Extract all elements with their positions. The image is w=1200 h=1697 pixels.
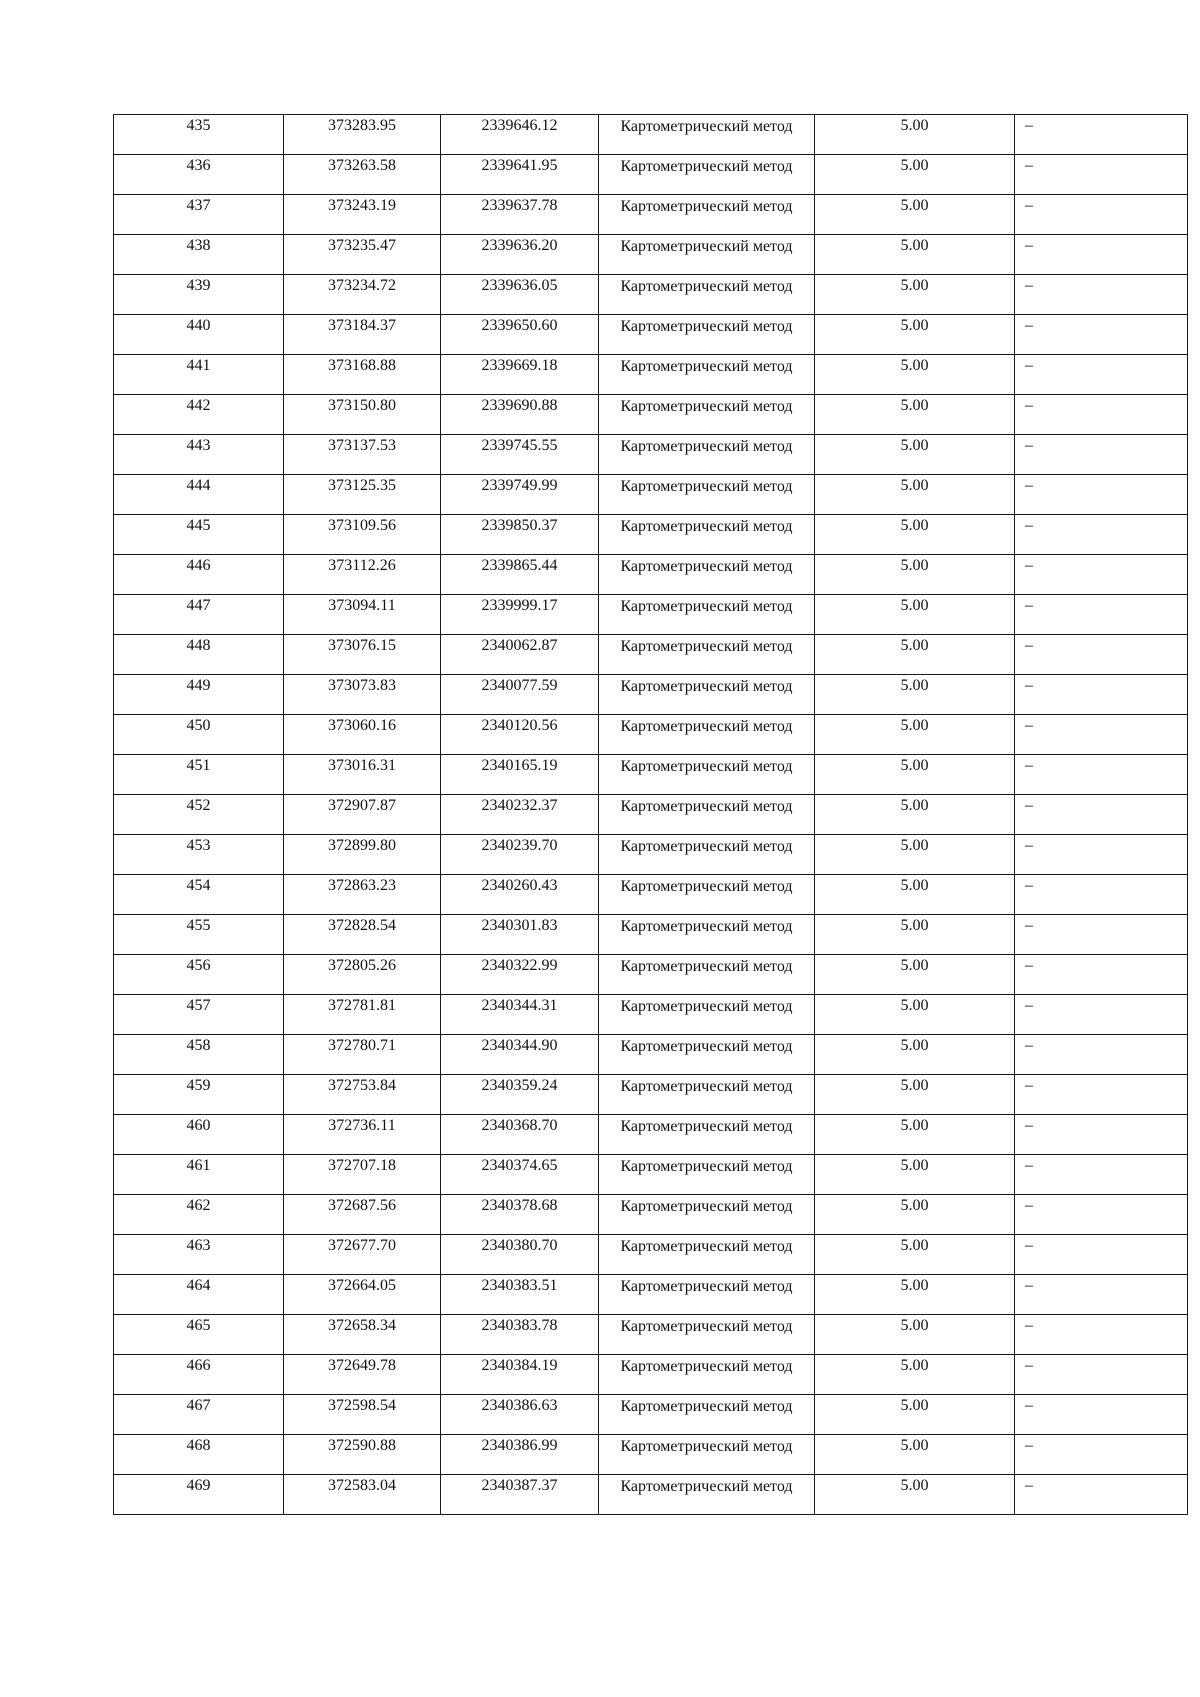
accuracy-cell: 5.00	[815, 475, 1015, 515]
point-number-cell: 435	[114, 115, 284, 155]
note-cell: –	[1015, 355, 1188, 395]
note-cell: –	[1015, 195, 1188, 235]
y-coordinate-cell: 2339749.99	[441, 475, 599, 515]
table-row	[114, 1435, 1188, 1475]
table-row	[114, 275, 1188, 315]
y-coordinate-cell: 2340322.99	[441, 955, 599, 995]
note-cell: –	[1015, 1475, 1188, 1515]
x-coordinate-cell: 372583.04	[284, 1475, 441, 1515]
method-cell: Картометрический метод	[599, 435, 815, 475]
table-row	[114, 955, 1188, 995]
x-coordinate-cell: 372687.56	[284, 1195, 441, 1235]
x-coordinate-cell: 373283.95	[284, 115, 441, 155]
table-row	[114, 635, 1188, 675]
y-coordinate-cell: 2340383.51	[441, 1275, 599, 1315]
table-row	[114, 1475, 1188, 1515]
y-coordinate-cell: 2340062.87	[441, 635, 599, 675]
point-number-cell: 456	[114, 955, 284, 995]
x-coordinate-cell: 372707.18	[284, 1155, 441, 1195]
accuracy-cell: 5.00	[815, 875, 1015, 915]
accuracy-cell: 5.00	[815, 515, 1015, 555]
table-row	[114, 1315, 1188, 1355]
accuracy-cell: 5.00	[815, 435, 1015, 475]
point-number-cell: 451	[114, 755, 284, 795]
method-cell: Картометрический метод	[599, 1075, 815, 1115]
note-cell: –	[1015, 755, 1188, 795]
point-number-cell: 441	[114, 355, 284, 395]
note-cell: –	[1015, 1035, 1188, 1075]
note-cell: –	[1015, 235, 1188, 275]
y-coordinate-cell: 2339999.17	[441, 595, 599, 635]
point-number-cell: 469	[114, 1475, 284, 1515]
y-coordinate-cell: 2340232.37	[441, 795, 599, 835]
x-coordinate-cell: 373234.72	[284, 275, 441, 315]
method-cell: Картометрический метод	[599, 395, 815, 435]
note-cell: –	[1015, 955, 1188, 995]
note-cell: –	[1015, 1355, 1188, 1395]
method-cell: Картометрический метод	[599, 1235, 815, 1275]
table-row	[114, 155, 1188, 195]
accuracy-cell: 5.00	[815, 1075, 1015, 1115]
x-coordinate-cell: 373243.19	[284, 195, 441, 235]
accuracy-cell: 5.00	[815, 1355, 1015, 1395]
table-row	[114, 555, 1188, 595]
accuracy-cell: 5.00	[815, 555, 1015, 595]
table-row	[114, 1275, 1188, 1315]
point-number-cell: 467	[114, 1395, 284, 1435]
point-number-cell: 468	[114, 1435, 284, 1475]
x-coordinate-cell: 372753.84	[284, 1075, 441, 1115]
note-cell: –	[1015, 475, 1188, 515]
note-cell: –	[1015, 155, 1188, 195]
point-number-cell: 462	[114, 1195, 284, 1235]
x-coordinate-cell: 372677.70	[284, 1235, 441, 1275]
accuracy-cell: 5.00	[815, 675, 1015, 715]
method-cell: Картометрический метод	[599, 835, 815, 875]
point-number-cell: 439	[114, 275, 284, 315]
method-cell: Картометрический метод	[599, 635, 815, 675]
accuracy-cell: 5.00	[815, 1275, 1015, 1315]
table-row	[114, 1395, 1188, 1435]
y-coordinate-cell: 2340359.24	[441, 1075, 599, 1115]
point-number-cell: 459	[114, 1075, 284, 1115]
x-coordinate-cell: 372863.23	[284, 875, 441, 915]
method-cell: Картометрический метод	[599, 555, 815, 595]
x-coordinate-cell: 372598.54	[284, 1395, 441, 1435]
method-cell: Картометрический метод	[599, 195, 815, 235]
note-cell: –	[1015, 1315, 1188, 1355]
note-cell: –	[1015, 1155, 1188, 1195]
method-cell: Картометрический метод	[599, 795, 815, 835]
note-cell: –	[1015, 675, 1188, 715]
note-cell: –	[1015, 915, 1188, 955]
coordinates-table-body	[114, 115, 1188, 1515]
y-coordinate-cell: 2339637.78	[441, 195, 599, 235]
accuracy-cell: 5.00	[815, 595, 1015, 635]
x-coordinate-cell: 373168.88	[284, 355, 441, 395]
y-coordinate-cell: 2340120.56	[441, 715, 599, 755]
table-row	[114, 1155, 1188, 1195]
method-cell: Картометрический метод	[599, 755, 815, 795]
method-cell: Картометрический метод	[599, 315, 815, 355]
table-row	[114, 1195, 1188, 1235]
method-cell: Картометрический метод	[599, 515, 815, 555]
point-number-cell: 464	[114, 1275, 284, 1315]
method-cell: Картометрический метод	[599, 1355, 815, 1395]
accuracy-cell: 5.00	[815, 755, 1015, 795]
accuracy-cell: 5.00	[815, 795, 1015, 835]
method-cell: Картометрический метод	[599, 1395, 815, 1435]
x-coordinate-cell: 373016.31	[284, 755, 441, 795]
method-cell: Картометрический метод	[599, 675, 815, 715]
point-number-cell: 461	[114, 1155, 284, 1195]
method-cell: Картометрический метод	[599, 1315, 815, 1355]
note-cell: –	[1015, 835, 1188, 875]
x-coordinate-cell: 373094.11	[284, 595, 441, 635]
x-coordinate-cell: 372828.54	[284, 915, 441, 955]
note-cell: –	[1015, 435, 1188, 475]
point-number-cell: 438	[114, 235, 284, 275]
accuracy-cell: 5.00	[815, 1235, 1015, 1275]
method-cell: Картометрический метод	[599, 595, 815, 635]
note-cell: –	[1015, 395, 1188, 435]
table-row	[114, 715, 1188, 755]
y-coordinate-cell: 2339669.18	[441, 355, 599, 395]
table-row	[114, 875, 1188, 915]
table-row	[114, 315, 1188, 355]
note-cell: –	[1015, 1075, 1188, 1115]
method-cell: Картометрический метод	[599, 1435, 815, 1475]
method-cell: Картометрический метод	[599, 715, 815, 755]
point-number-cell: 436	[114, 155, 284, 195]
accuracy-cell: 5.00	[815, 995, 1015, 1035]
y-coordinate-cell: 2339745.55	[441, 435, 599, 475]
y-coordinate-cell: 2340301.83	[441, 915, 599, 955]
note-cell: –	[1015, 995, 1188, 1035]
accuracy-cell: 5.00	[815, 275, 1015, 315]
x-coordinate-cell: 372664.05	[284, 1275, 441, 1315]
method-cell: Картометрический метод	[599, 915, 815, 955]
y-coordinate-cell: 2340380.70	[441, 1235, 599, 1275]
table-row	[114, 595, 1188, 635]
x-coordinate-cell: 372590.88	[284, 1435, 441, 1475]
x-coordinate-cell: 373112.26	[284, 555, 441, 595]
point-number-cell: 465	[114, 1315, 284, 1355]
method-cell: Картометрический метод	[599, 235, 815, 275]
method-cell: Картометрический метод	[599, 1275, 815, 1315]
y-coordinate-cell: 2340378.68	[441, 1195, 599, 1235]
accuracy-cell: 5.00	[815, 915, 1015, 955]
x-coordinate-cell: 372658.34	[284, 1315, 441, 1355]
note-cell: –	[1015, 275, 1188, 315]
accuracy-cell: 5.00	[815, 1155, 1015, 1195]
point-number-cell: 466	[114, 1355, 284, 1395]
note-cell: –	[1015, 1115, 1188, 1155]
x-coordinate-cell: 373109.56	[284, 515, 441, 555]
accuracy-cell: 5.00	[815, 835, 1015, 875]
y-coordinate-cell: 2340239.70	[441, 835, 599, 875]
note-cell: –	[1015, 115, 1188, 155]
table-row	[114, 795, 1188, 835]
point-number-cell: 455	[114, 915, 284, 955]
method-cell: Картометрический метод	[599, 275, 815, 315]
x-coordinate-cell: 372781.81	[284, 995, 441, 1035]
point-number-cell: 446	[114, 555, 284, 595]
note-cell: –	[1015, 315, 1188, 355]
y-coordinate-cell: 2339636.05	[441, 275, 599, 315]
x-coordinate-cell: 372649.78	[284, 1355, 441, 1395]
note-cell: –	[1015, 595, 1188, 635]
x-coordinate-cell: 372780.71	[284, 1035, 441, 1075]
point-number-cell: 447	[114, 595, 284, 635]
method-cell: Картометрический метод	[599, 1035, 815, 1075]
accuracy-cell: 5.00	[815, 235, 1015, 275]
table-row	[114, 1075, 1188, 1115]
x-coordinate-cell: 373263.58	[284, 155, 441, 195]
point-number-cell: 448	[114, 635, 284, 675]
y-coordinate-cell: 2340344.90	[441, 1035, 599, 1075]
table-row	[114, 1355, 1188, 1395]
y-coordinate-cell: 2340386.99	[441, 1435, 599, 1475]
accuracy-cell: 5.00	[815, 155, 1015, 195]
table-row	[114, 755, 1188, 795]
point-number-cell: 452	[114, 795, 284, 835]
point-number-cell: 458	[114, 1035, 284, 1075]
method-cell: Картометрический метод	[599, 1195, 815, 1235]
note-cell: –	[1015, 795, 1188, 835]
y-coordinate-cell: 2340344.31	[441, 995, 599, 1035]
note-cell: –	[1015, 1435, 1188, 1475]
method-cell: Картометрический метод	[599, 1115, 815, 1155]
note-cell: –	[1015, 1235, 1188, 1275]
y-coordinate-cell: 2340386.63	[441, 1395, 599, 1435]
accuracy-cell: 5.00	[815, 355, 1015, 395]
accuracy-cell: 5.00	[815, 955, 1015, 995]
point-number-cell: 440	[114, 315, 284, 355]
point-number-cell: 460	[114, 1115, 284, 1155]
accuracy-cell: 5.00	[815, 395, 1015, 435]
x-coordinate-cell: 372899.80	[284, 835, 441, 875]
table-row	[114, 435, 1188, 475]
method-cell: Картометрический метод	[599, 1155, 815, 1195]
y-coordinate-cell: 2340374.65	[441, 1155, 599, 1195]
x-coordinate-cell: 372805.26	[284, 955, 441, 995]
y-coordinate-cell: 2339641.95	[441, 155, 599, 195]
accuracy-cell: 5.00	[815, 315, 1015, 355]
x-coordinate-cell: 373137.53	[284, 435, 441, 475]
x-coordinate-cell: 373125.35	[284, 475, 441, 515]
point-number-cell: 457	[114, 995, 284, 1035]
method-cell: Картометрический метод	[599, 875, 815, 915]
point-number-cell: 449	[114, 675, 284, 715]
note-cell: –	[1015, 1275, 1188, 1315]
accuracy-cell: 5.00	[815, 115, 1015, 155]
table-row	[114, 235, 1188, 275]
x-coordinate-cell: 372907.87	[284, 795, 441, 835]
note-cell: –	[1015, 715, 1188, 755]
y-coordinate-cell: 2340165.19	[441, 755, 599, 795]
table-row	[114, 1235, 1188, 1275]
x-coordinate-cell: 373060.16	[284, 715, 441, 755]
y-coordinate-cell: 2340383.78	[441, 1315, 599, 1355]
x-coordinate-cell: 373076.15	[284, 635, 441, 675]
accuracy-cell: 5.00	[815, 1395, 1015, 1435]
method-cell: Картометрический метод	[599, 475, 815, 515]
table-row	[114, 115, 1188, 155]
method-cell: Картометрический метод	[599, 115, 815, 155]
table-row	[114, 915, 1188, 955]
note-cell: –	[1015, 1195, 1188, 1235]
table-row	[114, 835, 1188, 875]
method-cell: Картометрический метод	[599, 955, 815, 995]
y-coordinate-cell: 2340077.59	[441, 675, 599, 715]
point-number-cell: 444	[114, 475, 284, 515]
y-coordinate-cell: 2339690.88	[441, 395, 599, 435]
table-row	[114, 395, 1188, 435]
point-number-cell: 450	[114, 715, 284, 755]
table-row	[114, 1035, 1188, 1075]
point-number-cell: 445	[114, 515, 284, 555]
x-coordinate-cell: 373184.37	[284, 315, 441, 355]
point-number-cell: 453	[114, 835, 284, 875]
point-number-cell: 442	[114, 395, 284, 435]
accuracy-cell: 5.00	[815, 1435, 1015, 1475]
table-row	[114, 675, 1188, 715]
point-number-cell: 443	[114, 435, 284, 475]
y-coordinate-cell: 2339850.37	[441, 515, 599, 555]
y-coordinate-cell: 2339636.20	[441, 235, 599, 275]
x-coordinate-cell: 372736.11	[284, 1115, 441, 1155]
accuracy-cell: 5.00	[815, 1035, 1015, 1075]
table-row	[114, 515, 1188, 555]
table-row	[114, 1115, 1188, 1155]
note-cell: –	[1015, 555, 1188, 595]
accuracy-cell: 5.00	[815, 635, 1015, 675]
note-cell: –	[1015, 875, 1188, 915]
method-cell: Картометрический метод	[599, 155, 815, 195]
accuracy-cell: 5.00	[815, 1195, 1015, 1235]
accuracy-cell: 5.00	[815, 1115, 1015, 1155]
y-coordinate-cell: 2340260.43	[441, 875, 599, 915]
table-row	[114, 475, 1188, 515]
note-cell: –	[1015, 1395, 1188, 1435]
y-coordinate-cell: 2339865.44	[441, 555, 599, 595]
accuracy-cell: 5.00	[815, 1315, 1015, 1355]
y-coordinate-cell: 2340368.70	[441, 1115, 599, 1155]
point-number-cell: 437	[114, 195, 284, 235]
method-cell: Картометрический метод	[599, 1475, 815, 1515]
table-row	[114, 355, 1188, 395]
y-coordinate-cell: 2339650.60	[441, 315, 599, 355]
method-cell: Картометрический метод	[599, 355, 815, 395]
x-coordinate-cell: 373073.83	[284, 675, 441, 715]
note-cell: –	[1015, 515, 1188, 555]
point-number-cell: 454	[114, 875, 284, 915]
coordinates-table	[113, 114, 1188, 1515]
method-cell: Картометрический метод	[599, 995, 815, 1035]
accuracy-cell: 5.00	[815, 195, 1015, 235]
y-coordinate-cell: 2339646.12	[441, 115, 599, 155]
accuracy-cell: 5.00	[815, 715, 1015, 755]
point-number-cell: 463	[114, 1235, 284, 1275]
y-coordinate-cell: 2340387.37	[441, 1475, 599, 1515]
x-coordinate-cell: 373150.80	[284, 395, 441, 435]
table-row	[114, 995, 1188, 1035]
table-row	[114, 195, 1188, 235]
y-coordinate-cell: 2340384.19	[441, 1355, 599, 1395]
x-coordinate-cell: 373235.47	[284, 235, 441, 275]
note-cell: –	[1015, 635, 1188, 675]
accuracy-cell: 5.00	[815, 1475, 1015, 1515]
